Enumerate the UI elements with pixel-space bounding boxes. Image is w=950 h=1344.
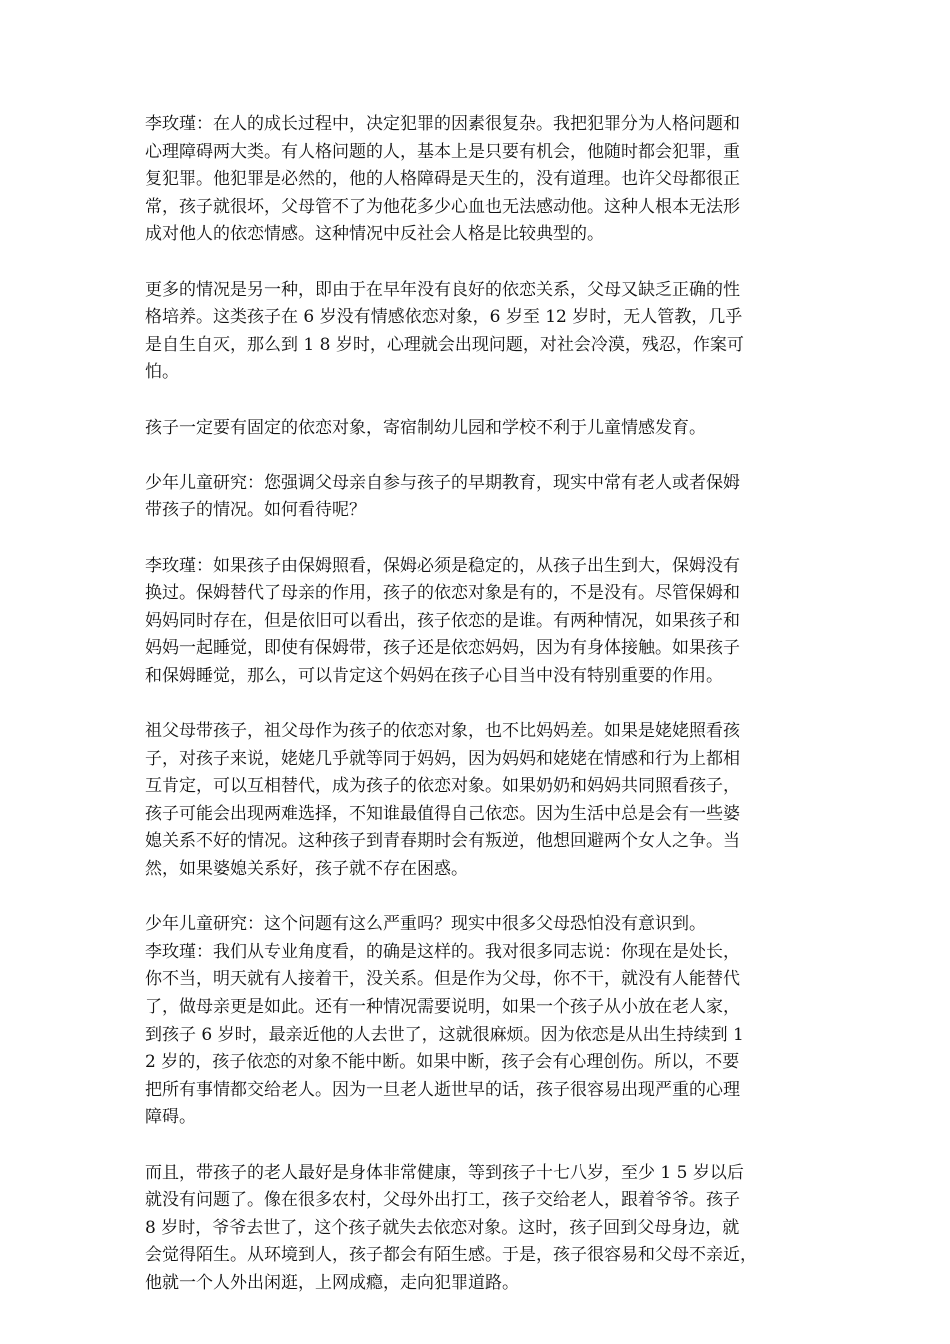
paragraph-1: 李玫瑾：在人的成长过程中，决定犯罪的因素很复杂。我把犯罪分为人格问题和 心理障碍两大类。有人格问题的人，基本上是只要有机会，他随时都会犯罪，重 复犯罪。他犯罪是必然的，他的人格障碍是天生的，没有道理。也许父母都很正 常，孩子就很坏，父母管不了为他花多少心血也无法感动他。这种人根本无法形 成对他人的依恋情感。这种情况中反社会人格是比较典型的。 <box>145 114 740 245</box>
paragraph-2: 更多的情况是另一种，即由于在早年没有良好的依恋关系，父母又缺乏正确的性 格培养。这类孩子在 6 岁没有情感依恋对象，6 岁至 12 岁时，无人管教，几乎 是自生自灭，那么到 1 8 岁时，心理就会出现问题，对社会冷漠，残忍，作案可 怕。 <box>145 279 744 383</box>
paragraph-6: 祖父母带孩子，祖父母作为孩子的依恋对象，也不比妈妈差。如果是姥姥照看孩 子，对孩子来说，姥姥几乎就等同于妈妈，因为妈妈和姥姥在情感和行为上都相 互肯定，可以互相替代，成为孩子的依恋对象。如果奶奶和妈妈共同照看孩子， 孩子可能会出现两难选择，不知谁最值得自己依恋。因为生活中总是会有一些婆 媳关系不好的情况。这种孩子到青春期时会有叛逆，他想回避两个女人之争。当 然，如果婆媳关系好，孩子就不存在困惑。 <box>145 721 740 880</box>
document-body <box>145 111 813 1325</box>
paragraph-9: 而且，带孩子的老人最好是身体非常健康，等到孩子十七八岁，至少 1 5 岁以后 就没有问题了。像在很多农村，父母外出打工，孩子交给老人，跟着爷爷。孩子 8 岁时，爷爷去世了，这个孩子就失去依恋对象。这时，孩子回到父母身边，就 会觉得陌生。从环境到人，孩子都会有陌生感。于是，孩子很容易和父母不亲近， 他就一个人外出闲逛，上网成瘾，走向犯罪道路。 <box>145 1162 757 1293</box>
paragraph-4: 少年儿童研究：您强调父母亲自参与孩子的早期教育，现实中常有老人或者保姆 带孩子的情况。如何看待呢？ <box>145 472 740 521</box>
paragraph-3: 孩子一定要有固定的依恋对象，寄宿制幼儿园和学校不利于儿童情感发育。 <box>145 417 706 438</box>
paragraph-8: 李玫瑾：我们从专业角度看，的确是这样的。我对很多同志说：你现在是处长， 你不当，明天就有人接着干，没关系。但是作为父母，你不干，就没有人能替代 了，做母亲更是如此。还有一种情况需要说明，如果一个孩子从小放在老人家， 到孩子 6 岁时，最亲近他的人去世了，这就很麻烦。因为依恋是从出生持续到 1 2 岁的，孩子依恋的对象不能中断。如果中断，孩子会有心理创伤。所以，不要 把所有事情都交给老人。因为一旦老人逝世早的话，孩子很容易出现严重的心理 障碍。 <box>145 941 744 1128</box>
paragraph-5: 李玫瑾：如果孩子由保姆照看，保姆必须是稳定的，从孩子出生到大，保姆没有 换过。保姆替代了母亲的作用，孩子的依恋对象是有的，不是没有。尽管保姆和 妈妈同时存在，但是依旧可以看出，孩子依恋的是谁。有两种情况，如果孩子和 妈妈一起睡觉，即使有保姆带，孩子还是依恋妈妈，因为有身体接触。如果孩子 和保姆睡觉，那么，可以肯定这个妈妈在孩子心目当中没有特别重要的作用。 <box>145 555 740 686</box>
paragraph-7: 少年儿童研究：这个问题有这么严重吗？现实中很多父母恐怕没有意识到。 <box>145 914 706 935</box>
